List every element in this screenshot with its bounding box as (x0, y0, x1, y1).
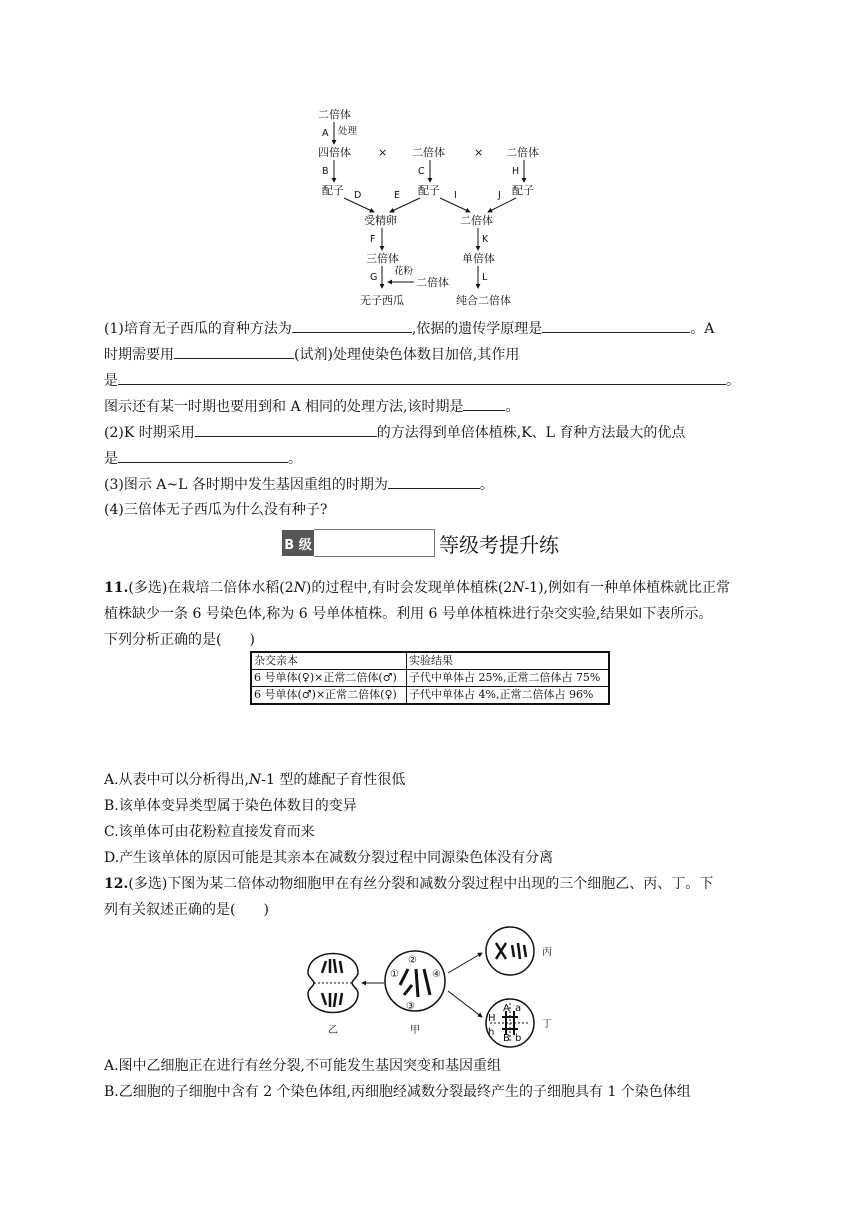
node-pure-diploid: 纯合二倍体 (456, 294, 511, 307)
node-tetraploid: 四倍体 (318, 146, 351, 159)
gene-h: h (488, 1027, 495, 1038)
text: 时期需要用 (104, 347, 174, 363)
node-gamete-mid: 配子 (418, 184, 440, 197)
gene-A: A (503, 1003, 510, 1014)
label-h: H (512, 166, 520, 177)
q11-option-c[interactable]: C.该单体可由花粉粒直接发育而来 (104, 824, 315, 840)
node-triploid: 三倍体 (366, 252, 399, 265)
node-haploid: 单倍体 (462, 252, 495, 265)
label-bing: 丙 (542, 947, 552, 958)
section-b-title: 等级考提升练 (439, 532, 559, 557)
chromosome-2: ② (408, 955, 417, 966)
chromosome-4: ④ (432, 969, 441, 980)
text: (2)K 时期采用 (104, 425, 195, 441)
q10-line-4 (104, 396, 519, 417)
section-b-header (282, 527, 559, 559)
answer-blank[interactable] (292, 318, 412, 333)
answer-blank[interactable] (195, 422, 377, 437)
gene-H: H (488, 1013, 496, 1024)
table-row (251, 687, 609, 705)
text: A.从表中可以分析得出, (104, 772, 250, 788)
text: (1)培育无子西瓜的育种方法为 (104, 321, 292, 337)
cell-bing (486, 927, 552, 975)
text: -1),例如有一种单体植株就比正常 (524, 580, 730, 596)
label-l: L (482, 272, 488, 283)
label-j: J (498, 190, 501, 201)
label-a: A (322, 128, 329, 139)
text: (多选)在栽培二倍体水稻(2 (128, 580, 294, 596)
node-diploid-mid: 二倍体 (412, 146, 445, 159)
text: ,依据的遗传学原理是 (411, 321, 543, 337)
label-pollen: 花粉 (394, 266, 414, 277)
table-cell: 6 号单体(♀)×正常二倍体(♂) (251, 670, 407, 687)
answer-blank[interactable] (463, 396, 505, 411)
node-diploid-lower: 二倍体 (460, 214, 493, 227)
chromosome-3: ③ (406, 1001, 415, 1012)
answer-blank[interactable] (388, 474, 480, 489)
answer-blank[interactable] (542, 318, 690, 333)
table-header: 杂交亲本 (251, 652, 407, 670)
q10-line-6 (104, 448, 302, 469)
node-zygote: 受精卵 (364, 214, 397, 227)
text: 是 (104, 373, 118, 389)
text: 。 (288, 451, 302, 467)
label-treat: 处理 (338, 126, 358, 137)
q11-option-d[interactable]: D.产生该单体的原因可能是其亲本在减数分裂过程中同源染色体没有分离 (104, 850, 554, 866)
text: N (512, 580, 525, 596)
label-yi: 乙 (328, 1025, 338, 1036)
section-b-badge: B 级 (282, 530, 314, 556)
text: 。 (726, 373, 740, 389)
label-b: B (322, 166, 329, 177)
q12-line-1 (104, 874, 713, 894)
cross-symbol: × (474, 146, 484, 159)
q11-line-1 (104, 578, 730, 598)
q10-line-2 (104, 344, 519, 365)
question-number: 12. (104, 876, 129, 892)
table-row (251, 670, 609, 687)
label-d: D (354, 190, 362, 201)
answer-blank[interactable] (118, 448, 288, 463)
label-c: C (418, 166, 425, 177)
q10-line-3 (104, 370, 740, 391)
q12-option-b[interactable]: B.乙细胞的子细胞中含有 2 个染色体组,丙细胞经减数分裂最终产生的子细胞具有 1 个染色体组 (104, 1084, 691, 1100)
table-header-row (251, 652, 609, 670)
node-diploid-right: 二倍体 (506, 146, 539, 159)
q11-line-2: 植株缺少一条 6 号染色体,称为 6 号单体植株。利用 6 号单体植株进行杂交实验,结果如下表所示。 (104, 606, 713, 622)
gene-a: a (515, 1003, 522, 1014)
q11-option-b[interactable]: B.该单体变异类型属于染色体数目的变异 (104, 798, 357, 814)
q11-line-3: 下列分析正确的是( ) (104, 632, 255, 648)
text: (3)图示 A~L 各时期中发生基因重组的时期为 (104, 477, 388, 493)
q10-line-1 (104, 318, 714, 339)
text: -1 型的雄配子育性很低 (261, 772, 406, 788)
label-f: F (370, 234, 376, 245)
q12-option-a[interactable]: A.图中乙细胞正在进行有丝分裂,不可能发生基因突变和基因重组 (104, 1058, 502, 1074)
text: 是 (104, 451, 118, 467)
cell-diagram (300, 925, 580, 1050)
text: )的过程中,有时会发现单体植株(2 (305, 580, 513, 596)
answer-blank[interactable] (174, 344, 294, 359)
answer-blank[interactable] (118, 370, 726, 385)
section-b-box (314, 529, 435, 557)
q12-line-2: 列有关叙述正确的是( ) (104, 902, 269, 918)
label-jia: 甲 (410, 1025, 420, 1036)
label-ding: 丁 (542, 1019, 552, 1030)
label-k: K (482, 234, 489, 245)
text: 图示还有某一时期也要用到和 A 相同的处理方法,该时期是 (104, 399, 464, 415)
node-seedless-watermelon: 无子西瓜 (360, 294, 404, 307)
table-cell: 6 号单体(♂)×正常二倍体(♀) (251, 687, 407, 705)
chromosome-1: ① (390, 969, 399, 980)
cross-table (250, 651, 610, 705)
text: 的方法得到单倍体植株,K、L 育种方法最大的优点 (376, 425, 686, 441)
table-header: 实验结果 (407, 652, 610, 670)
text: (多选)下图为某二倍体动物细胞甲在有丝分裂和减数分裂过程中出现的三个细胞乙、丙、丁。下 (128, 876, 714, 892)
label-g: G (370, 272, 378, 283)
label-e: E (394, 190, 401, 201)
text: 。 (505, 399, 520, 415)
q11-option-a[interactable] (104, 770, 405, 790)
table-cell: 子代中单体占 25%,正常二倍体占 75% (407, 670, 610, 687)
q10-line-7 (104, 474, 494, 495)
cell-yi (308, 954, 358, 1037)
breeding-diagram (290, 100, 570, 315)
node-diploid-top: 二倍体 (318, 108, 351, 121)
cell-ding (486, 999, 552, 1047)
q10-line-8: (4)三倍体无子西瓜为什么没有种子? (104, 502, 328, 518)
cell-jia (385, 951, 445, 1036)
gene-B: B (503, 1033, 510, 1044)
gene-b: b (515, 1033, 522, 1044)
text: 。A (690, 321, 715, 337)
node-gamete-left: 配子 (322, 184, 344, 197)
label-i: I (454, 190, 457, 201)
text: (试剂)处理使染色体数目加倍,其作用 (294, 347, 520, 363)
q10-line-5 (104, 422, 685, 443)
text: N (249, 772, 262, 788)
question-number: 11. (104, 580, 129, 596)
cross-symbol: × (378, 146, 388, 159)
table-cell: 子代中单体占 4%,正常二倍体占 96% (407, 687, 610, 705)
node-gamete-right: 配子 (512, 184, 534, 197)
text: 。 (479, 477, 494, 493)
node-diploid-pollen: 二倍体 (416, 276, 449, 289)
text: N (293, 580, 306, 596)
